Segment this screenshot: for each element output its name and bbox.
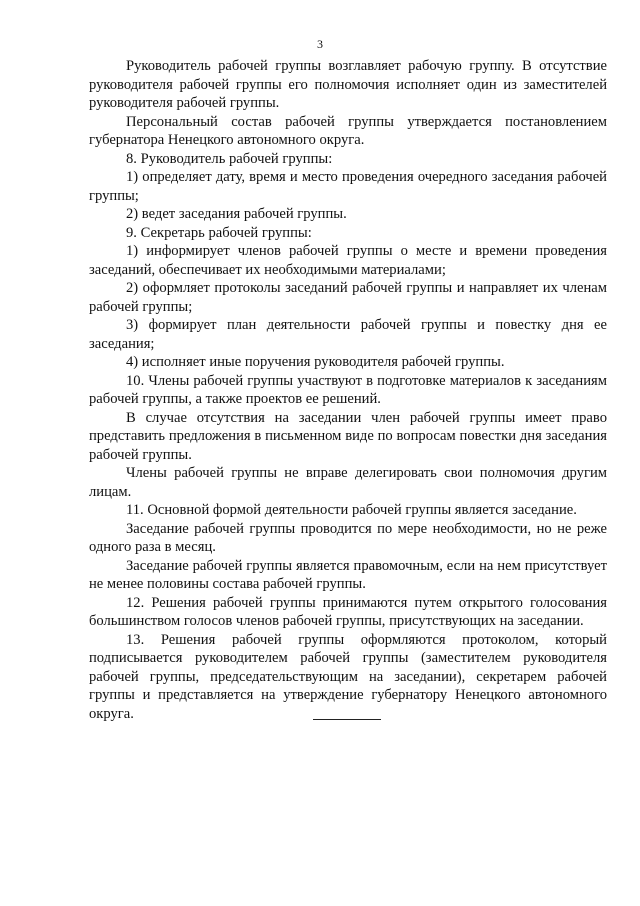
document-body — [89, 57, 607, 723]
page-number: 3 — [317, 37, 323, 51]
paragraph-group-head: Руководитель рабочей группы возглавляет рабочую группу. В отсутствие руководителя рабочей группы его полномочия исполняет один из заместителей руководителя рабочей группы. — [89, 58, 607, 111]
paragraph-absence-proposals: В случае отсутствия на заседании член рабочей группы имеет право представить предложения в письменном виде по вопросам повестки дня заседания рабочей группы. — [89, 409, 607, 463]
paragraph-meeting-frequency: Заседание рабочей группы проводится по мере необходимости, но не реже одного раза в месяц. — [89, 520, 607, 555]
paragraph-personal-composition: Персональный состав рабочей группы утверждается постановлением губернатора Ненецкого автономного округа. — [89, 113, 607, 148]
paragraph-item-9-1: 1) информирует членов рабочей группы о месте и времени проведения заседаний, обеспечивает их необходимыми материалами; — [89, 243, 607, 278]
paragraph-item-11: 11. Основной формой деятельности рабочей группы является заседание. — [126, 502, 577, 518]
paragraph-item-9-3: 3) формирует план деятельности рабочей группы и повестку дня ее заседания; — [89, 317, 607, 352]
paragraph-item-10: 10. Члены рабочей группы участвуют в подготовке материалов к заседаниям рабочей группы, а также проектов ее решений. — [89, 372, 607, 407]
paragraph-item-9-4: 4) исполняет иные поручения руководителя рабочей группы. — [126, 354, 505, 370]
end-of-document-rule — [313, 719, 381, 720]
paragraph-item-9-2: 2) оформляет протоколы заседаний рабочей группы и направляет их членам рабочей группы; — [89, 280, 607, 315]
paragraph-item-13: 13. Решения рабочей группы оформляются протоколом, который подписывается руководителем рабочей группы (заместителем руководителя рабочей группы, председательствующим на заседании), секретарем рабочей группы и представляется на утверждение губернатору Ненецкого автономного округа. — [89, 631, 607, 722]
paragraph-item-9: 9. Секретарь рабочей группы: — [126, 224, 312, 241]
paragraph-quorum: Заседание рабочей группы является правомочным, если на нем присутствует не менее половины состава рабочей группы. — [89, 557, 607, 592]
paragraph-item-8: 8. Руководитель рабочей группы: — [126, 150, 333, 167]
paragraph-item-8-1: 1) определяет дату, время и место проведения очередного заседания рабочей группы; — [89, 169, 607, 204]
paragraph-no-delegation: Члены рабочей группы не вправе делегировать свои полномочия другим лицам. — [89, 465, 607, 500]
paragraph-item-8-2: 2) ведет заседания рабочей группы. — [126, 206, 347, 222]
paragraph-item-12: 12. Решения рабочей группы принимаются путем открытого голосования большинством голосов членов рабочей группы, присутствующих на заседании. — [89, 594, 607, 629]
